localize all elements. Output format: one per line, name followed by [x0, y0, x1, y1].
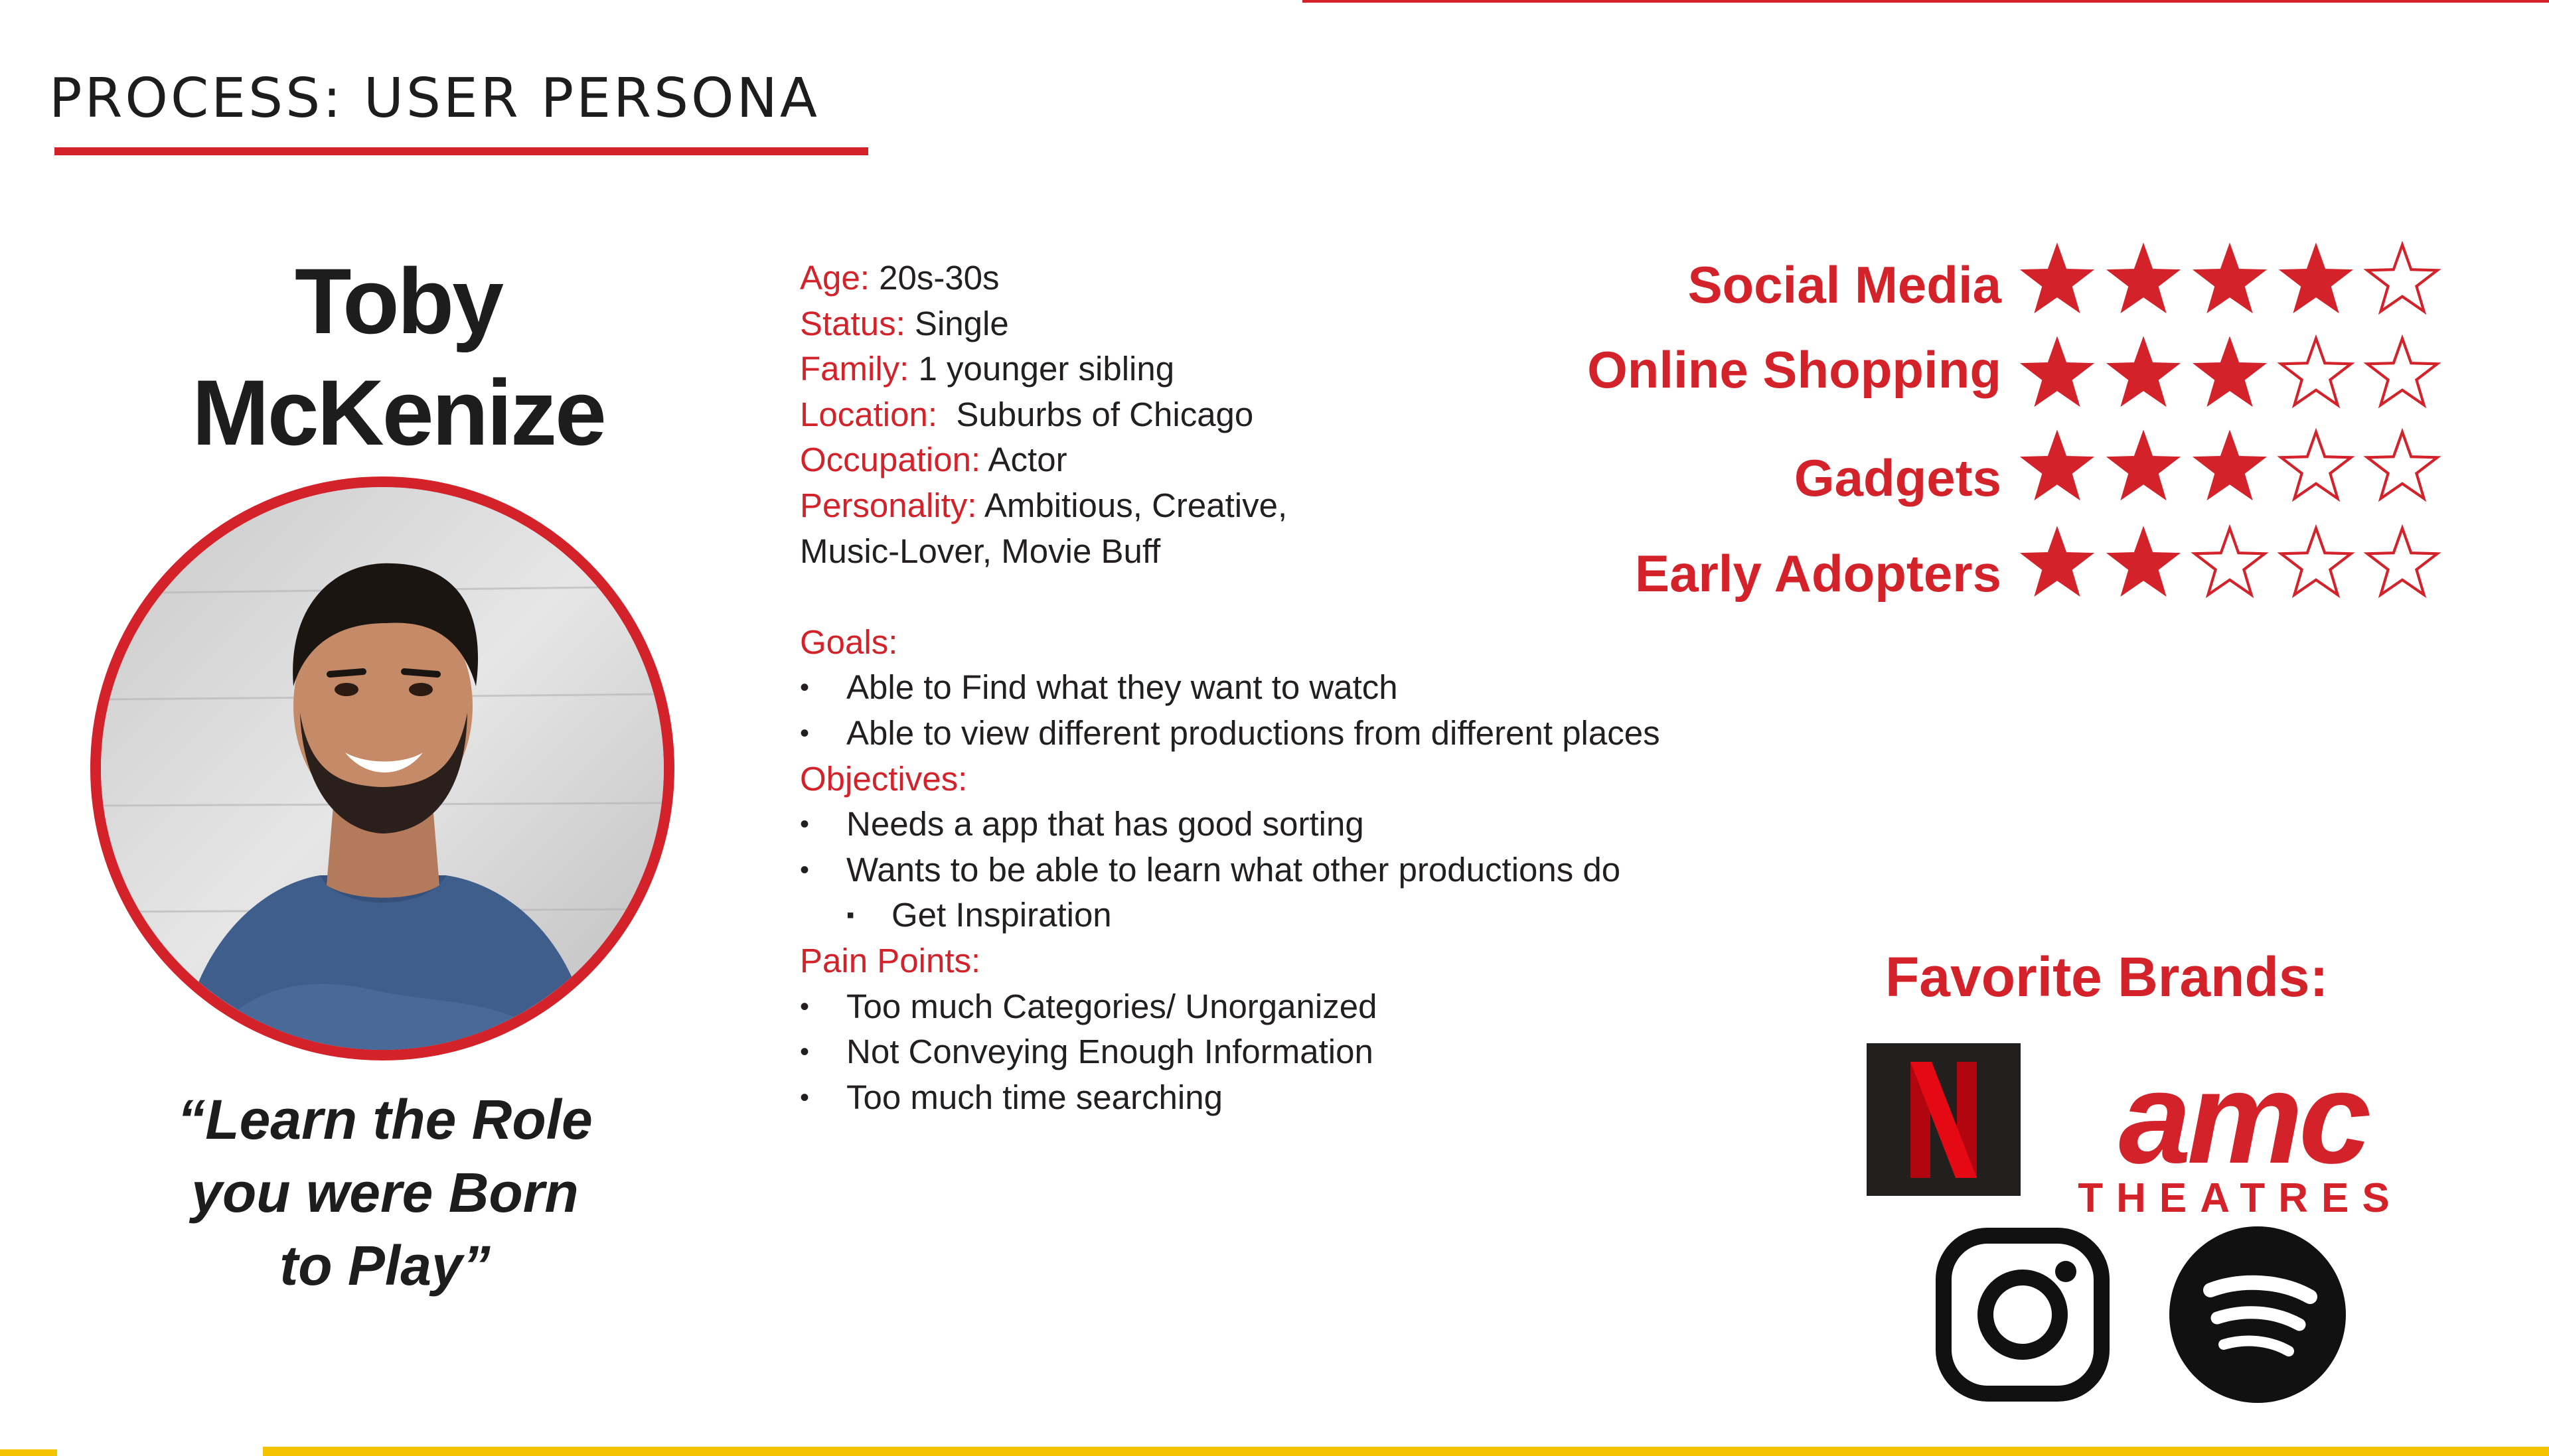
objective-subitem: ▪ Get Inspiration: [800, 893, 1782, 938]
persona-quote: [119, 1083, 651, 1302]
page-title: PROCESS: USER PERSONA: [49, 67, 820, 130]
goal-item: • Able to view different productions from different places: [800, 711, 1782, 757]
family-value: 1 younger sibling: [909, 350, 1175, 388]
rating-label-social-media: Social Media: [1687, 255, 2001, 314]
persona-name: [139, 246, 657, 469]
instagram-logo: [1936, 1228, 2110, 1402]
star-filled-icon: [2191, 241, 2269, 319]
star-filled-icon: [2191, 428, 2269, 506]
star-filled-icon: [2104, 524, 2183, 603]
star-filled-icon: [2104, 334, 2183, 413]
amc-theatres-text: THEATRES: [2078, 1175, 2403, 1217]
status-value: Single: [905, 304, 1009, 342]
spotify-logo: [2169, 1226, 2346, 1403]
favorite-brands-title: Favorite Brands:: [1885, 946, 2329, 1008]
persona-photo-illustration: [101, 487, 664, 1050]
pain-points-label: Pain Points:: [800, 941, 981, 980]
star-filled-icon: [2104, 428, 2183, 506]
rating-label-early-adopters: Early Adopters: [1635, 544, 2001, 603]
goals-label: Goals:: [800, 622, 898, 661]
rating-label-gadgets: Gadgets: [1794, 449, 2001, 507]
star-empty-icon: [2363, 241, 2441, 319]
personality-label: Personality:: [800, 486, 977, 524]
persona-first-name: Toby: [294, 249, 502, 353]
netflix-logo: [1867, 1043, 2021, 1196]
rating-label-online-shopping: Online Shopping: [1587, 340, 2001, 399]
star-empty-icon: [2363, 428, 2441, 506]
pain-point-item: • Too much Categories/ Unorganized: [800, 984, 1782, 1030]
star-empty-icon: [2191, 524, 2269, 603]
age-row: [800, 255, 1782, 301]
star-empty-icon: [2277, 334, 2355, 413]
personality-value-continued: Music-Lover, Movie Buff: [800, 532, 1161, 570]
amc-wordmark: amc: [2118, 1064, 2368, 1191]
star-empty-icon: [2363, 334, 2441, 413]
star-filled-icon: [2018, 524, 2096, 603]
quote-line: “Learn the Role: [177, 1088, 593, 1151]
bottom-rule: [263, 1447, 2549, 1456]
quote-line: to Play”: [279, 1234, 491, 1297]
persona-portrait: [90, 476, 674, 1060]
objective-item: • Wants to be able to learn what other productions do: [800, 847, 1782, 893]
personality-row: [800, 483, 1782, 529]
instagram-logo-icon: [1936, 1228, 2110, 1402]
amc-theatres-logo-icon: [2060, 1064, 2426, 1217]
age-label: Age:: [800, 259, 870, 297]
family-label: Family:: [800, 350, 909, 388]
location-value: Suburbs of Chicago: [937, 395, 1254, 433]
netflix-logo-icon: [1867, 1043, 2021, 1196]
star-filled-icon: [2191, 334, 2269, 413]
star-empty-icon: [2277, 524, 2355, 603]
star-rating-social-media: [2018, 241, 2441, 319]
star-empty-icon: [2277, 428, 2355, 506]
location-row: [800, 392, 1782, 438]
pain-point-item: • Not Conveying Enough Information: [800, 1029, 1782, 1075]
star-rating-gadgets: [2018, 428, 2441, 506]
amc-theatres-logo: [2060, 1064, 2426, 1217]
spotify-logo-icon: [2169, 1226, 2346, 1403]
star-filled-icon: [2018, 241, 2096, 319]
status-row: [800, 301, 1782, 347]
occupation-row: [800, 437, 1782, 483]
objectives-label: Objectives:: [800, 759, 968, 798]
star-rating-online-shopping: [2018, 334, 2441, 413]
age-value: 20s-30s: [869, 259, 1000, 297]
star-filled-icon: [2018, 428, 2096, 506]
star-filled-icon: [2277, 241, 2355, 319]
top-rule: [1302, 0, 2549, 3]
star-empty-icon: [2363, 524, 2441, 603]
star-filled-icon: [2018, 334, 2096, 413]
quote-line: you were Born: [191, 1161, 579, 1224]
objective-item: • Needs a app that has good sorting: [800, 802, 1782, 847]
status-label: Status:: [800, 304, 905, 342]
bottom-rule-left: [0, 1449, 57, 1456]
personality-value: Ambitious, Creative,: [976, 486, 1288, 524]
location-label: Location:: [800, 395, 937, 433]
title-underline: [54, 147, 868, 155]
pain-point-item: • Too much time searching: [800, 1075, 1782, 1121]
occupation-label: Occupation:: [800, 441, 981, 479]
star-filled-icon: [2104, 241, 2183, 319]
persona-last-name: McKenize: [192, 360, 605, 465]
goal-item: • Able to Find what they want to watch: [800, 665, 1782, 711]
occupation-value: Actor: [980, 441, 1067, 479]
star-rating-early-adopters: [2018, 524, 2441, 603]
